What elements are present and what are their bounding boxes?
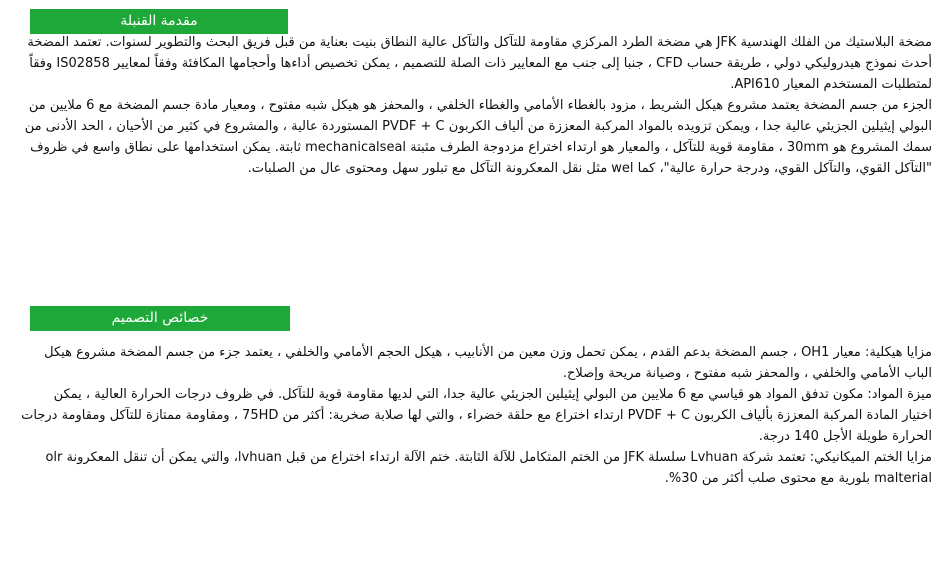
design-paragraph-structural: مزايا هيكلية: معيار OH1 ، جسم المضخة بدعم القدم ، يمكن تحمل وزن معين من الأنابيب ، هيكل الحجم الأمامي والخلفي ، يعتمد جزء من جسم المضخة مشروع هيكل الباب الأمامي والخلفي ، والمحفز شبه مفتوح ، وصيانة مريحة وإصلاح. bbox=[44, 345, 932, 381]
design-paragraph-material: ميزة المواد: مكون تدفق المواد هو قياسي مع 6 ملايين من البولي إيثيلين الجزيئي عالية جدا، التي لديها مقاومة قوية للتآكل. في ظروف درجات الحرارة العالية ، يمكن اختيار المادة المركبة المعززة بألياف الكربون PVDF + C ارتداء اختراع مع حلقة خضراء ، والتي لها صلابة صخرية: أكثر من 75HD ، ومقاومة ممتازة للتآكل ومقاومة درجات الحرارة طويلة الأجل 140 درجة. bbox=[21, 387, 932, 444]
intro-paragraph-1: مضخة البلاستيك من الفلك الهندسية JFK هي مضخة الطرد المركزي مقاومة للتآكل والتآكل عالية النطاق بنيت بعناية من قبل فريق البحث والتطوير لسنوات. تعتمد المضخة أحدث نموذج هيدروليكي دولي ، طريقة حساب CFD ، جنبا إلى جنب مع المعايير ذات الصلة للتصميم ، يمكن تخصيص أداءها وأحجامها المكافئة وفقاً لمعايير IS02858 وفقاً لمتطلبات المستخدم المعيار API610. bbox=[27, 35, 932, 92]
design-features-heading: خصائص التصميم bbox=[30, 306, 290, 331]
intro-paragraph-2: الجزء من جسم المضخة يعتمد مشروع هيكل الشريط ، مزود بالغطاء الأمامي والغطاء الخلفي ، والمحفز هو هيكل شبه مفتوح ، ومعيار مادة جسم المضخة مع 6 ملايين من البولي إيثيلين الجزيئي عالية جدا ، ويمكن تزويده بالمواد المركبة المعززة من ألياف الكربون PVDF + C المستوردة عالية ، والمشروع في كثير من الأحيان ، الحد الأدنى من سمك المشروع هو 30mm ، مقاومة قوية للتآكل ، والمعيار هو ارتداء اختراع مزدوجة الطرف مثبتة mechanicalseal ثابتة. يمكن استخدامها على نطاق واسع في ظروف "التآكل القوي، والتآكل القوي، ودرجة حرارة عالية"، كما wel مثل نقل المعكرونة التآكل مع تبلور سهل ومحتوى عال من الصلبات. bbox=[24, 98, 932, 176]
pump-introduction-heading: مقدمة القنبلة bbox=[30, 9, 288, 34]
design-paragraph-mechanical-seal: مزايا الختم الميكانيكي: تعتمد شركة Lvhuan سلسلة JFK من الختم المتكامل للآلة الثابتة. ختم الآلة ارتداء اختراع من قبل lvhuan، والتي يمكن أن تنقل المعكرونة olr malterial بلورية مع محتوى صلب أكثر من 30%. bbox=[45, 450, 932, 486]
design-features-text bbox=[20, 342, 932, 489]
pump-introduction-text bbox=[20, 32, 932, 179]
